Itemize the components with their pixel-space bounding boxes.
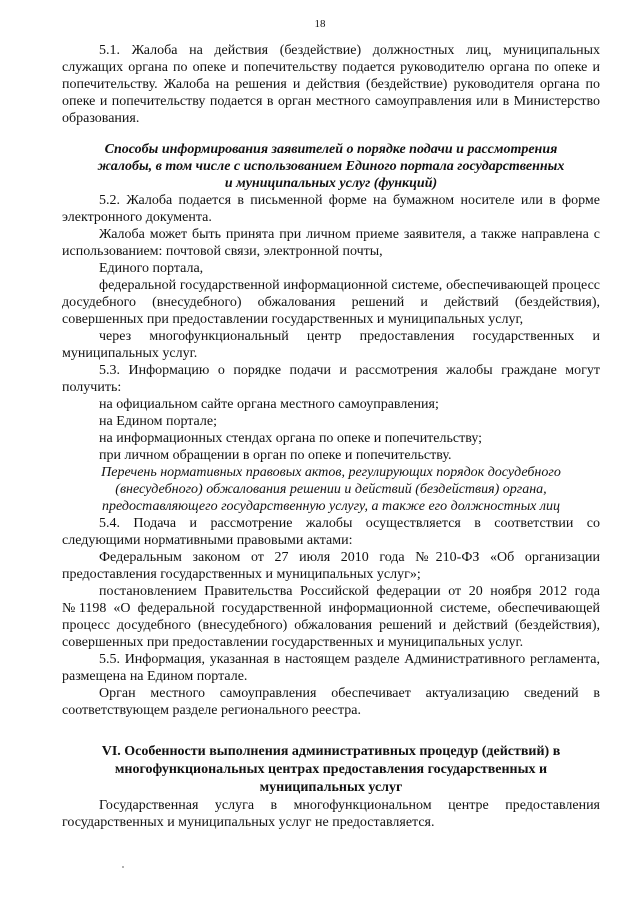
paragraph: Единого портала, — [99, 261, 204, 276]
paragraph-5-3: 5.3. Информацию о порядке подачи и рассмотрения жалобы граждане могут получить: — [62, 363, 600, 395]
list-item: на информационных стендах органа по опеке и попечительству; — [99, 431, 483, 446]
paragraph: Федеральным законом от 27 июля 2010 года №210-ФЗ «Об организации предоставления государственных и муниципальных услуг»; — [62, 550, 600, 582]
heading-line: Перечень нормативных правовых актов, регулирующих порядок досудебного — [101, 465, 561, 480]
list-item: при личном обращении в орган по опеке и попечительству. — [99, 448, 452, 463]
paragraph: через многофункциональный центр предоставления государственных и муниципальных услуг. — [62, 329, 600, 361]
list-item: на официальном сайте органа местного самоуправления; — [99, 397, 439, 412]
paragraph: Государственная услуга в многофункциональном центре предоставления государственных и муниципальных услуг не предоставляется. — [62, 798, 600, 830]
heading-line: Способы информирования заявителей о порядке подачи и рассмотрения — [104, 142, 558, 157]
paragraph-5-4: 5.4. Подача и рассмотрение жалобы осуществляется в соответствии со следующими нормативными правовыми актами: — [62, 516, 600, 548]
section-heading-legal-acts — [62, 464, 600, 515]
scan-speck — [122, 866, 124, 868]
list-item: на Едином портале; — [99, 414, 217, 429]
paragraph: Орган местного самоуправления обеспечивает актуализацию сведений в соответствующем разделе регионального реестра. — [62, 686, 600, 718]
paragraph: постановлением Правительства Российской федерации от 20 ноября 2012 года №1198 «О федеральной государственной информационной системе, обеспечивающей процесс досудебного (внесудебного) обжалования решений и действий (бездействия), совершенных при предоставлении государственных и муниципальных услуг. — [62, 584, 600, 650]
document-body — [62, 42, 600, 831]
paragraph-5-1: 5.1. Жалоба на действия (бездействие) должностных лиц, муниципальных служащих органа по опеке и попечительству подается руководителю органа по опеке и попечительству. Жалоба на решения и действия (бездействие) руководителя органа по опеке и попечительству подается в орган местного самоуправления или в Министерство образования. — [62, 43, 600, 126]
heading-line: предоставляющего государственную услугу, а также его должностных лиц — [102, 499, 560, 514]
heading-line: муниципальных услуг — [259, 780, 403, 795]
paragraph-5-2: 5.2. Жалоба подается в письменной форме на бумажном носителе или в форме электронного документа. — [62, 193, 600, 225]
paragraph: федеральной государственной информационной системе, обеспечивающей процесс досудебного (внесудебного) обжалования решений и действий (бездействия), совершенных при предоставлении государственных и муниципальных услуг, — [62, 278, 600, 327]
section-heading-informing — [62, 141, 600, 192]
heading-line: (внесудебного) обжалования решении и действий (бездействия) органа, — [115, 482, 547, 497]
section-heading-mfc — [62, 743, 600, 797]
heading-line: VI. Особенности выполнения административных процедур (действий) в — [101, 744, 561, 759]
heading-line: и муниципальных услуг (функций) — [224, 176, 438, 191]
page-number: 18 — [314, 18, 326, 30]
paragraph-5-5: 5.5. Информация, указанная в настоящем разделе Административного регламента, размещена на Едином портале. — [62, 652, 600, 684]
heading-line: жалобы, в том числе с использованием Единого портала государственных — [97, 159, 565, 174]
heading-line: многофункциональных центрах предоставления государственных и — [114, 762, 548, 777]
paragraph: Жалоба может быть принята при личном приеме заявителя, а также направлена с использованием: почтовой связи, электронной почты, — [62, 227, 600, 259]
